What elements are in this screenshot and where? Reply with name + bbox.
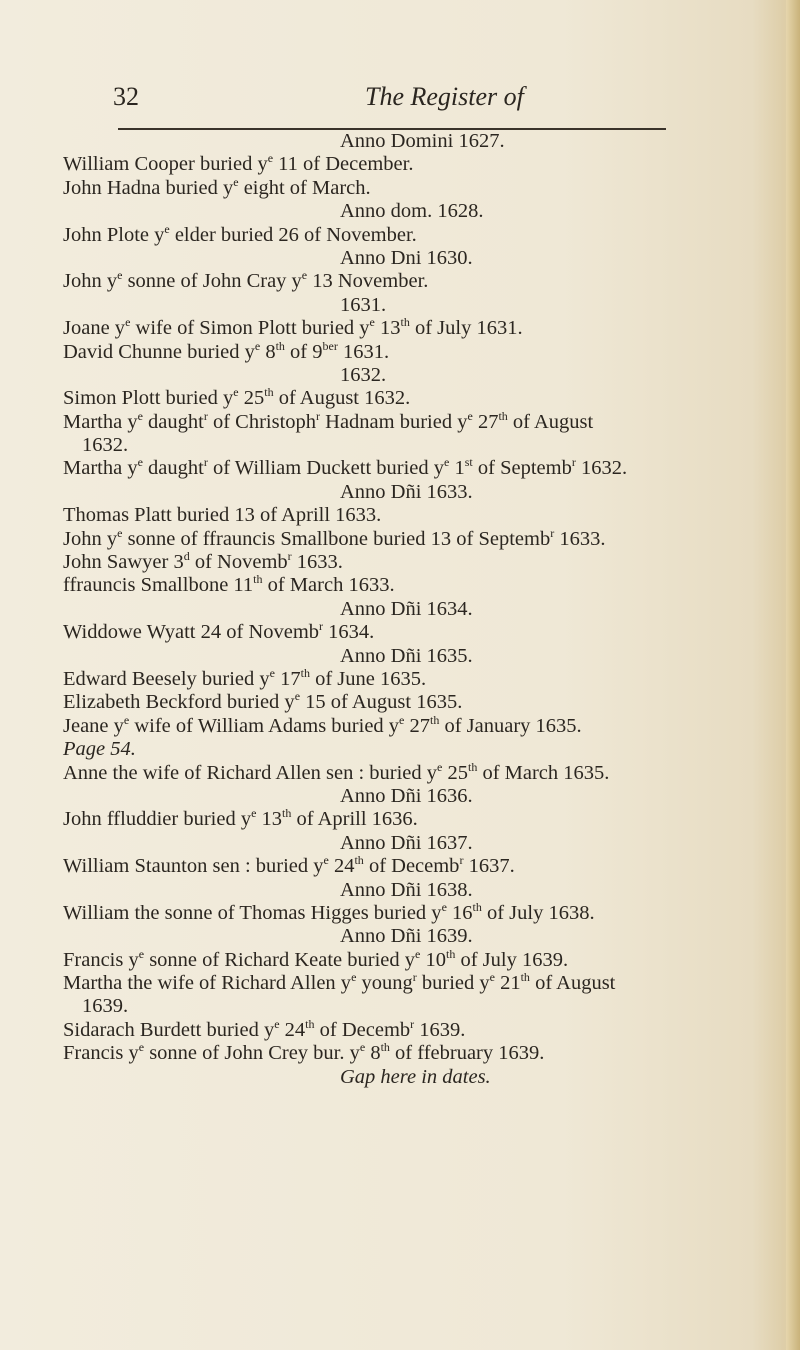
text-run: 8: [365, 1042, 381, 1065]
text-run: Simon Plott buried y: [63, 387, 234, 410]
superscript: r: [287, 549, 292, 564]
year-heading: [0, 364, 800, 387]
register-body: [0, 130, 800, 1089]
text-run: Anno Dñi 1634.: [340, 597, 473, 620]
text-run: 24: [279, 1018, 306, 1041]
text-run: William the sonne of Thomas Higges buried y: [63, 901, 442, 924]
text-run: daught: [142, 457, 204, 480]
superscript: e: [351, 970, 357, 985]
text-run: of March 1635.: [477, 761, 610, 784]
superscript: r: [412, 970, 417, 985]
text-run: John Sawyer 3: [63, 551, 184, 574]
superscript: e: [138, 946, 145, 961]
text-run: sonne of John Cray y: [122, 270, 302, 293]
text-run: Jeane y: [63, 714, 124, 737]
text-run: 25: [238, 387, 265, 410]
superscript: th: [400, 315, 410, 330]
text-run: 1632.: [340, 363, 387, 386]
burial-entry: [0, 270, 800, 293]
text-run: 13: [374, 317, 401, 340]
text-run: of Christoph: [207, 410, 317, 433]
superscript: th: [354, 853, 364, 868]
text-run: Anno dom. 1628.: [340, 200, 484, 223]
text-run: of August 1632.: [273, 387, 411, 410]
superscript: th: [264, 385, 274, 400]
superscript: e: [123, 712, 130, 727]
superscript: e: [369, 315, 375, 330]
text-run: wife of Simon Plott buried y: [130, 317, 370, 340]
text-run: of July 1638.: [481, 901, 595, 924]
text-run: of Decemb: [314, 1018, 411, 1041]
burial-entry: [0, 808, 800, 831]
text-run: young: [356, 972, 413, 995]
burial-entry: [0, 668, 800, 691]
burial-entry: [0, 153, 800, 176]
superscript: e: [444, 455, 450, 470]
superscript: th: [430, 712, 440, 727]
burial-entry: [0, 712, 800, 738]
year-heading: [0, 481, 800, 504]
superscript: th: [305, 1017, 315, 1032]
running-title: The Register of: [365, 82, 524, 111]
text-run: sonne of Richard Keate buried y: [144, 948, 416, 971]
burial-entry: [0, 504, 800, 527]
superscript: e: [251, 806, 257, 821]
text-run: 1639.: [82, 995, 129, 1018]
superscript: e: [415, 946, 421, 961]
text-run: Elizabeth Beckford buried y: [63, 691, 295, 714]
text-run: of Novemb: [189, 551, 288, 574]
burial-entry: [0, 387, 800, 410]
superscript: e: [489, 970, 495, 985]
year-heading: [0, 785, 800, 808]
text-run: of Septemb: [472, 457, 572, 480]
text-run: 10: [420, 948, 446, 971]
text-run: 16: [446, 901, 473, 924]
superscript: e: [269, 666, 275, 681]
superscript: e: [254, 338, 261, 353]
superscript: e: [117, 525, 123, 540]
superscript: th: [282, 806, 292, 821]
text-run: 27: [472, 410, 499, 433]
text-run: 8: [260, 340, 276, 363]
year-heading: [0, 294, 800, 317]
text-run: Anno Domini 1627.: [340, 130, 505, 152]
text-run: Anno Dñi 1638.: [340, 878, 473, 901]
text-run: 1632.: [575, 457, 628, 480]
text-run: of July 1639.: [455, 948, 569, 971]
superscript: e: [359, 1040, 366, 1055]
burial-entry: [0, 691, 800, 714]
superscript: r: [550, 525, 555, 540]
text-run: 1634.: [323, 621, 375, 644]
superscript: e: [137, 408, 143, 423]
text-run: John y: [63, 270, 118, 293]
burial-entry: [0, 408, 800, 434]
text-run: 13 November.: [307, 270, 429, 293]
year-heading: [0, 925, 800, 948]
text-run: Francis y: [63, 1042, 139, 1065]
burial-entry: [0, 457, 800, 480]
text-run: of March 1633.: [262, 574, 395, 597]
burial-entry: [0, 946, 800, 972]
superscript: th: [253, 572, 263, 587]
text-run: 15 of August 1635.: [300, 691, 463, 714]
burial-entry: [0, 525, 800, 551]
text-run: 1631.: [337, 340, 390, 363]
superscript: th: [520, 970, 530, 985]
text-run: of August: [507, 410, 594, 433]
superscript: r: [316, 408, 321, 423]
text-run: John ffluddier buried y: [63, 808, 252, 831]
text-run: 1639.: [414, 1018, 466, 1041]
text-run: 1632.: [82, 434, 129, 457]
text-run: 1633.: [291, 551, 343, 574]
text-run: Anno Dñi 1636.: [340, 784, 473, 807]
year-heading: [0, 130, 800, 153]
burial-entry: [0, 759, 800, 785]
text-run: Anne the wife of Richard Allen sen : buried y: [63, 761, 438, 784]
superscript: e: [294, 689, 301, 704]
year-heading: [0, 200, 800, 223]
burial-entry: [0, 972, 800, 995]
text-run: Anno Dñi 1637.: [340, 831, 473, 854]
text-run: John y: [63, 527, 118, 550]
text-run: Hadnam buried y: [320, 410, 468, 433]
text-run: sonne of ffrauncis Smallbone buried 13 of Septemb: [122, 527, 551, 550]
text-run: 25: [442, 761, 468, 784]
page-number: 32: [113, 82, 139, 111]
year-heading: [0, 879, 800, 902]
text-run: of ffebruary 1639.: [389, 1042, 545, 1065]
superscript: r: [410, 1017, 415, 1032]
text-run: Anno Dni 1630.: [340, 246, 473, 269]
text-run: William Cooper buried y: [63, 153, 268, 176]
text-run: Gap here in dates.: [340, 1065, 491, 1088]
text-run: of 9: [284, 340, 323, 363]
text-run: of Aprill 1636.: [291, 808, 418, 831]
superscript: e: [267, 151, 274, 166]
superscript: e: [467, 408, 473, 423]
superscript: e: [117, 268, 123, 283]
text-run: of June 1635.: [309, 667, 427, 690]
year-heading: [0, 645, 800, 668]
text-run: Francis y: [63, 948, 139, 971]
text-run: 21: [494, 972, 521, 995]
text-run: Martha the wife of Richard Allen y: [63, 972, 352, 995]
text-run: ffrauncis Smallbone 11: [63, 574, 254, 597]
burial-entry: [0, 551, 800, 574]
text-run: 11 of December.: [273, 153, 414, 176]
text-run: William Staunton sen : buried y: [63, 855, 324, 878]
superscript: th: [300, 666, 310, 681]
text-run: of William Duckett buried y: [207, 457, 445, 480]
text-run: Martha y: [63, 410, 138, 433]
text-run: John Hadna buried y: [63, 176, 234, 199]
burial-entry: [0, 317, 800, 340]
text-run: Thomas Platt buried 13 of Aprill 1633.: [63, 504, 382, 527]
burial-entry: [0, 621, 800, 644]
burial-entry: [0, 174, 800, 200]
text-run: 27: [404, 714, 430, 737]
superscript: e: [233, 174, 239, 189]
superscript: th: [445, 946, 456, 961]
text-run: Widdowe Wyatt 24 of Novemb: [63, 621, 320, 644]
text-run: 24: [328, 855, 355, 878]
burial-entry: [0, 855, 800, 878]
text-run: David Chunne buried y: [63, 340, 255, 363]
superscript: th: [467, 759, 478, 774]
burial-entry: [0, 221, 800, 247]
superscript: th: [275, 338, 285, 353]
superscript: r: [319, 619, 324, 634]
text-run: Anno Dñi 1639.: [340, 925, 473, 948]
text-run: elder buried 26 of November.: [169, 223, 417, 246]
year-heading: [0, 832, 800, 855]
year-heading: [0, 247, 800, 270]
text-run: Martha y: [63, 457, 138, 480]
text-run: 17: [274, 667, 301, 690]
superscript: th: [498, 408, 508, 423]
text-run: wife of William Adams buried y: [129, 714, 400, 737]
superscript: e: [125, 315, 131, 330]
superscript: e: [274, 1017, 280, 1032]
superscript: e: [233, 385, 239, 400]
text-run: of July 1631.: [409, 317, 523, 340]
text-run: eight of March.: [238, 176, 371, 199]
text-run: of January 1635.: [439, 714, 582, 737]
superscript: ber: [322, 338, 338, 353]
superscript: e: [164, 221, 170, 236]
text-run: Edward Beesely buried y: [63, 667, 270, 690]
text-run: sonne of John Crey bur. y: [144, 1042, 360, 1065]
text-run: 1631.: [340, 293, 387, 316]
superscript: e: [399, 712, 405, 727]
burial-entry: [0, 902, 800, 925]
superscript: e: [301, 268, 308, 283]
text-run: 1: [449, 457, 465, 480]
text-run: daught: [142, 410, 204, 433]
superscript: e: [137, 455, 143, 470]
superscript: r: [571, 455, 576, 470]
editorial-note: [0, 1066, 800, 1089]
text-run: 1633.: [554, 527, 606, 550]
text-run: Joane y: [63, 317, 126, 340]
burial-entry: [0, 574, 800, 597]
burial-entry: [0, 1019, 800, 1042]
text-run: of August: [529, 972, 616, 995]
superscript: th: [472, 900, 482, 915]
superscript: r: [459, 853, 464, 868]
text-run: John Plote y: [63, 223, 165, 246]
superscript: e: [441, 900, 447, 915]
entry-continuation: [0, 995, 800, 1018]
superscript: e: [437, 759, 443, 774]
text-run: 13: [256, 808, 283, 831]
page-header: [0, 82, 800, 122]
text-run: 1637.: [463, 855, 515, 878]
page-reference: [0, 738, 800, 761]
superscript: st: [464, 455, 473, 470]
superscript: d: [183, 549, 190, 564]
text-run: Anno Dñi 1633.: [340, 480, 473, 503]
text-run: of Decemb: [363, 855, 460, 878]
superscript: th: [380, 1040, 390, 1055]
text-run: buried y: [416, 972, 490, 995]
text-run: Anno Dñi 1635.: [340, 644, 473, 667]
superscript: r: [203, 455, 208, 470]
superscript: e: [138, 1040, 145, 1055]
superscript: r: [203, 408, 208, 423]
year-heading: [0, 598, 800, 621]
text-run: Page 54.: [63, 738, 136, 761]
burial-entry: [0, 338, 800, 364]
superscript: e: [323, 853, 329, 868]
text-run: Sidarach Burdett buried y: [63, 1018, 275, 1041]
burial-entry: [0, 1042, 800, 1065]
entry-continuation: [0, 434, 800, 457]
